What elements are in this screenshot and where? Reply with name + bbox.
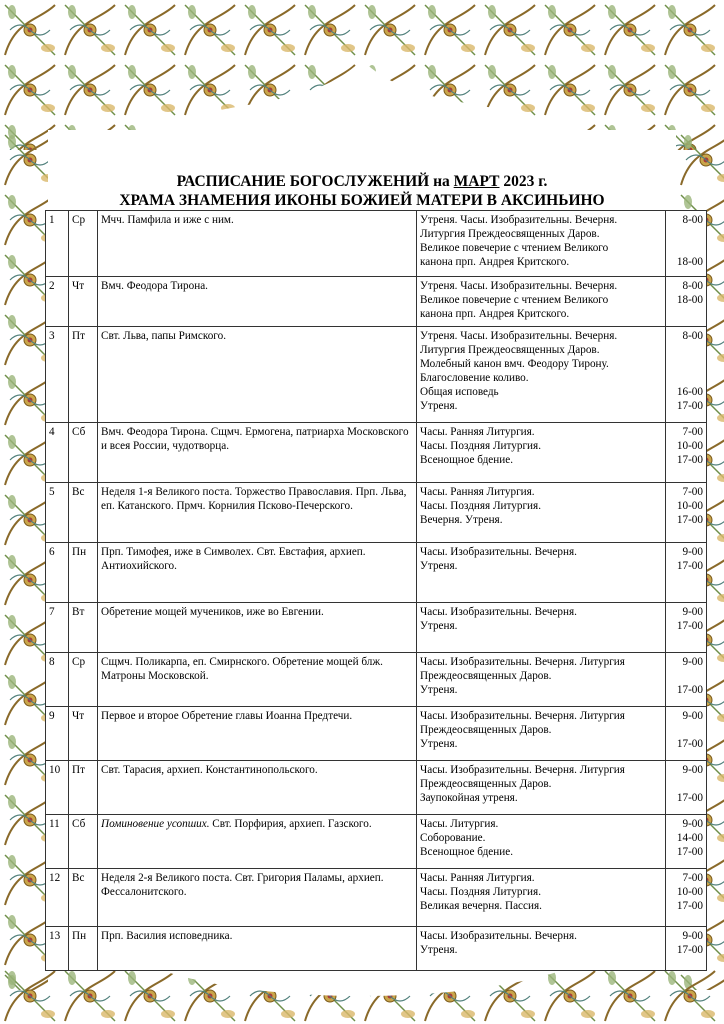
schedule-title-line1	[0, 172, 724, 191]
row-day-number: 12	[46, 869, 69, 927]
row-feast	[98, 543, 417, 603]
row-times	[666, 707, 707, 761]
schedule-row	[46, 927, 707, 971]
schedule-row	[46, 211, 707, 277]
service-line: Благословение коливо.	[420, 372, 529, 384]
service-line: Заупокойная утреня.	[420, 792, 518, 804]
service-line: Утреня.	[420, 738, 458, 750]
row-feast	[98, 707, 417, 761]
service-time: 14-00	[676, 832, 703, 844]
service-time	[669, 343, 703, 357]
feast-text: Мчч. Памфила и иже с ним.	[101, 214, 234, 226]
row-feast	[98, 327, 417, 423]
service-time: 17-00	[676, 514, 703, 526]
service-line: Часы. Поздняя Литургия.	[420, 500, 541, 512]
row-feast	[98, 761, 417, 815]
service-time: 9-00	[682, 930, 703, 942]
row-services	[417, 543, 666, 603]
service-line: Преждеосвященных Даров.	[420, 724, 552, 736]
service-line: Утреня.	[420, 684, 458, 696]
row-day-number: 10	[46, 761, 69, 815]
service-time: 17-00	[676, 560, 703, 572]
ornament-border-top	[0, 0, 724, 150]
row-feast	[98, 815, 417, 869]
ornament-border-left	[0, 130, 48, 990]
service-time: 17-00	[676, 792, 703, 804]
schedule-row	[46, 277, 707, 327]
row-services	[417, 815, 666, 869]
ornament-border-bottom	[0, 966, 724, 1024]
service-time: 10-00	[676, 886, 703, 898]
service-time: 9-00	[682, 656, 703, 668]
service-time: 17-00	[676, 738, 703, 750]
feast-text: Свт. Порфирия, архиеп. Газского.	[209, 818, 372, 830]
row-weekday: Сб	[69, 815, 98, 869]
row-times	[666, 927, 707, 971]
service-time: 17-00	[676, 900, 703, 912]
feast-text: Прп. Василия исповедника.	[101, 930, 233, 942]
row-times	[666, 815, 707, 869]
feast-text: Свт. Тарасия, архиеп. Константинопольского.	[101, 764, 318, 776]
service-line: Утреня.	[420, 560, 458, 572]
service-time: 7-00	[682, 486, 703, 498]
title-month: МАРТ	[453, 173, 500, 190]
row-times	[666, 761, 707, 815]
feast-commemoration: Поминовение усопших.	[101, 818, 210, 830]
row-times	[666, 211, 707, 277]
service-line: Великое повечерие с чтением Великого	[420, 242, 609, 254]
row-feast	[98, 277, 417, 327]
service-time: 18-00	[676, 256, 703, 268]
schedule-row	[46, 815, 707, 869]
service-line: Часы. Ранняя Литургия.	[420, 486, 535, 498]
row-services	[417, 327, 666, 423]
service-line: Часы. Изобразительны. Вечерня. Литургия	[420, 656, 625, 668]
service-line: Молебный канон вмч. Феодору Тирону.	[420, 358, 609, 370]
row-feast	[98, 423, 417, 483]
row-weekday: Ср	[69, 653, 98, 707]
feast-text: Прп. Тимофея, иже в Символех. Свт. Евстафия, архиеп. Антиохийского.	[101, 546, 366, 572]
row-times	[666, 423, 707, 483]
row-services	[417, 707, 666, 761]
row-weekday: Сб	[69, 423, 98, 483]
schedule-row	[46, 707, 707, 761]
service-line: Часы. Поздняя Литургия.	[420, 440, 541, 452]
row-day-number: 2	[46, 277, 69, 327]
row-services	[417, 277, 666, 327]
row-day-number: 6	[46, 543, 69, 603]
row-weekday: Пн	[69, 543, 98, 603]
feast-text: Свт. Льва, папы Римского.	[101, 330, 227, 342]
service-line: Всенощное бдение.	[420, 454, 514, 466]
schedule-row	[46, 761, 707, 815]
row-weekday: Чт	[69, 707, 98, 761]
row-times	[666, 653, 707, 707]
feast-text: Неделя 1-я Великого поста. Торжество Православия. Прп. Льва, еп. Катанского. Прмч. Корнилия Псково-Печерского.	[101, 486, 407, 512]
service-time: 9-00	[682, 764, 703, 776]
service-line: Часы. Изобразительны. Вечерня.	[420, 606, 577, 618]
row-weekday: Чт	[69, 277, 98, 327]
row-day-number: 13	[46, 927, 69, 971]
row-times	[666, 327, 707, 423]
service-line: Часы. Изобразительны. Вечерня.	[420, 546, 577, 558]
schedule-row	[46, 543, 707, 603]
service-time: 10-00	[676, 440, 703, 452]
feast-text: Обретение мощей мучеников, иже во Евгении.	[101, 606, 324, 618]
row-times	[666, 603, 707, 653]
service-line: Утреня.	[420, 620, 458, 632]
row-feast	[98, 603, 417, 653]
service-line: Общая исповедь	[420, 386, 499, 398]
row-services	[417, 653, 666, 707]
schedule-row	[46, 603, 707, 653]
row-times	[666, 869, 707, 927]
service-line: Литургия Преждеосвященных Даров.	[420, 228, 600, 240]
service-time: 9-00	[682, 546, 703, 558]
service-line: канона прп. Андрея Критского.	[420, 256, 570, 268]
row-day-number: 1	[46, 211, 69, 277]
row-services	[417, 869, 666, 927]
feast-text: Сщмч. Поликарпа, еп. Смирнского. Обретение мощей блж. Матроны Московской.	[101, 656, 383, 682]
title-prefix: РАСПИСАНИЕ БОГОСЛУЖЕНИЙ на	[176, 173, 450, 190]
row-weekday: Вт	[69, 603, 98, 653]
service-time: 9-00	[682, 710, 703, 722]
service-time: 10-00	[676, 500, 703, 512]
service-time: 16-00	[676, 386, 703, 398]
row-feast	[98, 211, 417, 277]
service-time	[669, 241, 703, 255]
service-time: 17-00	[676, 684, 703, 696]
row-weekday: Пн	[69, 927, 98, 971]
feast-text: Первое и второе Обретение главы Иоанна Предтечи.	[101, 710, 353, 722]
row-feast	[98, 927, 417, 971]
service-line: Преждеосвященных Даров.	[420, 778, 552, 790]
service-time: 17-00	[676, 454, 703, 466]
service-line: Утреня. Часы. Изобразительны. Вечерня.	[420, 214, 618, 226]
service-line: Часы. Ранняя Литургия.	[420, 872, 535, 884]
service-line: Всенощное бдение.	[420, 846, 514, 858]
service-line: Часы. Поздняя Литургия.	[420, 886, 541, 898]
row-services	[417, 211, 666, 277]
row-day-number: 8	[46, 653, 69, 707]
service-time: 17-00	[676, 400, 703, 412]
schedule-row	[46, 423, 707, 483]
service-time: 17-00	[676, 620, 703, 632]
service-time: 9-00	[682, 606, 703, 618]
feast-text: Вмч. Феодора Тирона.	[101, 280, 208, 292]
service-line: Преждеосвященных Даров.	[420, 670, 552, 682]
row-day-number: 11	[46, 815, 69, 869]
row-services	[417, 603, 666, 653]
row-day-number: 4	[46, 423, 69, 483]
service-time: 9-00	[682, 818, 703, 830]
row-times	[666, 277, 707, 327]
row-times	[666, 483, 707, 543]
feast-text: Неделя 2-я Великого поста. Свт. Григория Паламы, архиеп. Фессалонитского.	[101, 872, 384, 898]
schedule-table	[45, 210, 707, 971]
row-services	[417, 483, 666, 543]
schedule-row	[46, 653, 707, 707]
schedule-row	[46, 483, 707, 543]
service-line: Великое повечерие с чтением Великого	[420, 294, 609, 306]
service-line: Соборование.	[420, 832, 486, 844]
service-line: Часы. Изобразительны. Вечерня. Литургия	[420, 710, 625, 722]
service-line: Часы. Изобразительны. Вечерня. Литургия	[420, 764, 625, 776]
row-times	[666, 543, 707, 603]
schedule-row	[46, 327, 707, 423]
row-day-number: 7	[46, 603, 69, 653]
schedule-row	[46, 869, 707, 927]
service-line: Утреня.	[420, 400, 458, 412]
row-weekday: Ср	[69, 211, 98, 277]
row-day-number: 5	[46, 483, 69, 543]
service-time	[669, 357, 703, 371]
service-time	[669, 723, 703, 737]
row-weekday: Пт	[69, 327, 98, 423]
service-line: Литургия Преждеосвященных Даров.	[420, 344, 600, 356]
row-day-number: 3	[46, 327, 69, 423]
row-weekday: Вс	[69, 483, 98, 543]
service-line: Вечерня. Утреня.	[420, 514, 503, 526]
row-feast	[98, 869, 417, 927]
service-time: 18-00	[676, 294, 703, 306]
row-day-number: 9	[46, 707, 69, 761]
row-weekday: Вс	[69, 869, 98, 927]
schedule-title-line2: ХРАМА ЗНАМЕНИЯ ИКОНЫ БОЖИЕЙ МАТЕРИ В АКСИНЬИНО	[119, 192, 605, 209]
service-line: Утреня. Часы. Изобразительны. Вечерня.	[420, 280, 618, 292]
service-line: Утреня.	[420, 944, 458, 956]
service-line: Часы. Литургия.	[420, 818, 499, 830]
service-time: 8-00	[682, 330, 703, 342]
row-services	[417, 927, 666, 971]
service-line: канона прп. Андрея Критского.	[420, 308, 570, 320]
service-time: 8-00	[682, 280, 703, 292]
service-time	[669, 227, 703, 241]
service-time: 17-00	[676, 846, 703, 858]
row-feast	[98, 483, 417, 543]
service-time: 17-00	[676, 944, 703, 956]
service-time: 8-00	[682, 214, 703, 226]
row-services	[417, 761, 666, 815]
service-line: Часы. Изобразительны. Вечерня.	[420, 930, 577, 942]
feast-text: Вмч. Феодора Тирона. Сщмч. Ермогена, патриарха Московского и всея России, чудотворца.	[101, 426, 409, 452]
row-feast	[98, 653, 417, 707]
service-time	[669, 669, 703, 683]
service-line: Утреня. Часы. Изобразительны. Вечерня.	[420, 330, 618, 342]
service-time: 7-00	[682, 872, 703, 884]
service-time: 7-00	[682, 426, 703, 438]
service-line: Часы. Ранняя Литургия.	[420, 426, 535, 438]
service-time	[669, 371, 703, 385]
row-services	[417, 423, 666, 483]
title-year: 2023 г.	[503, 173, 548, 190]
service-time	[669, 777, 703, 791]
service-line: Великая вечерня. Пассия.	[420, 900, 542, 912]
row-weekday: Пт	[69, 761, 98, 815]
